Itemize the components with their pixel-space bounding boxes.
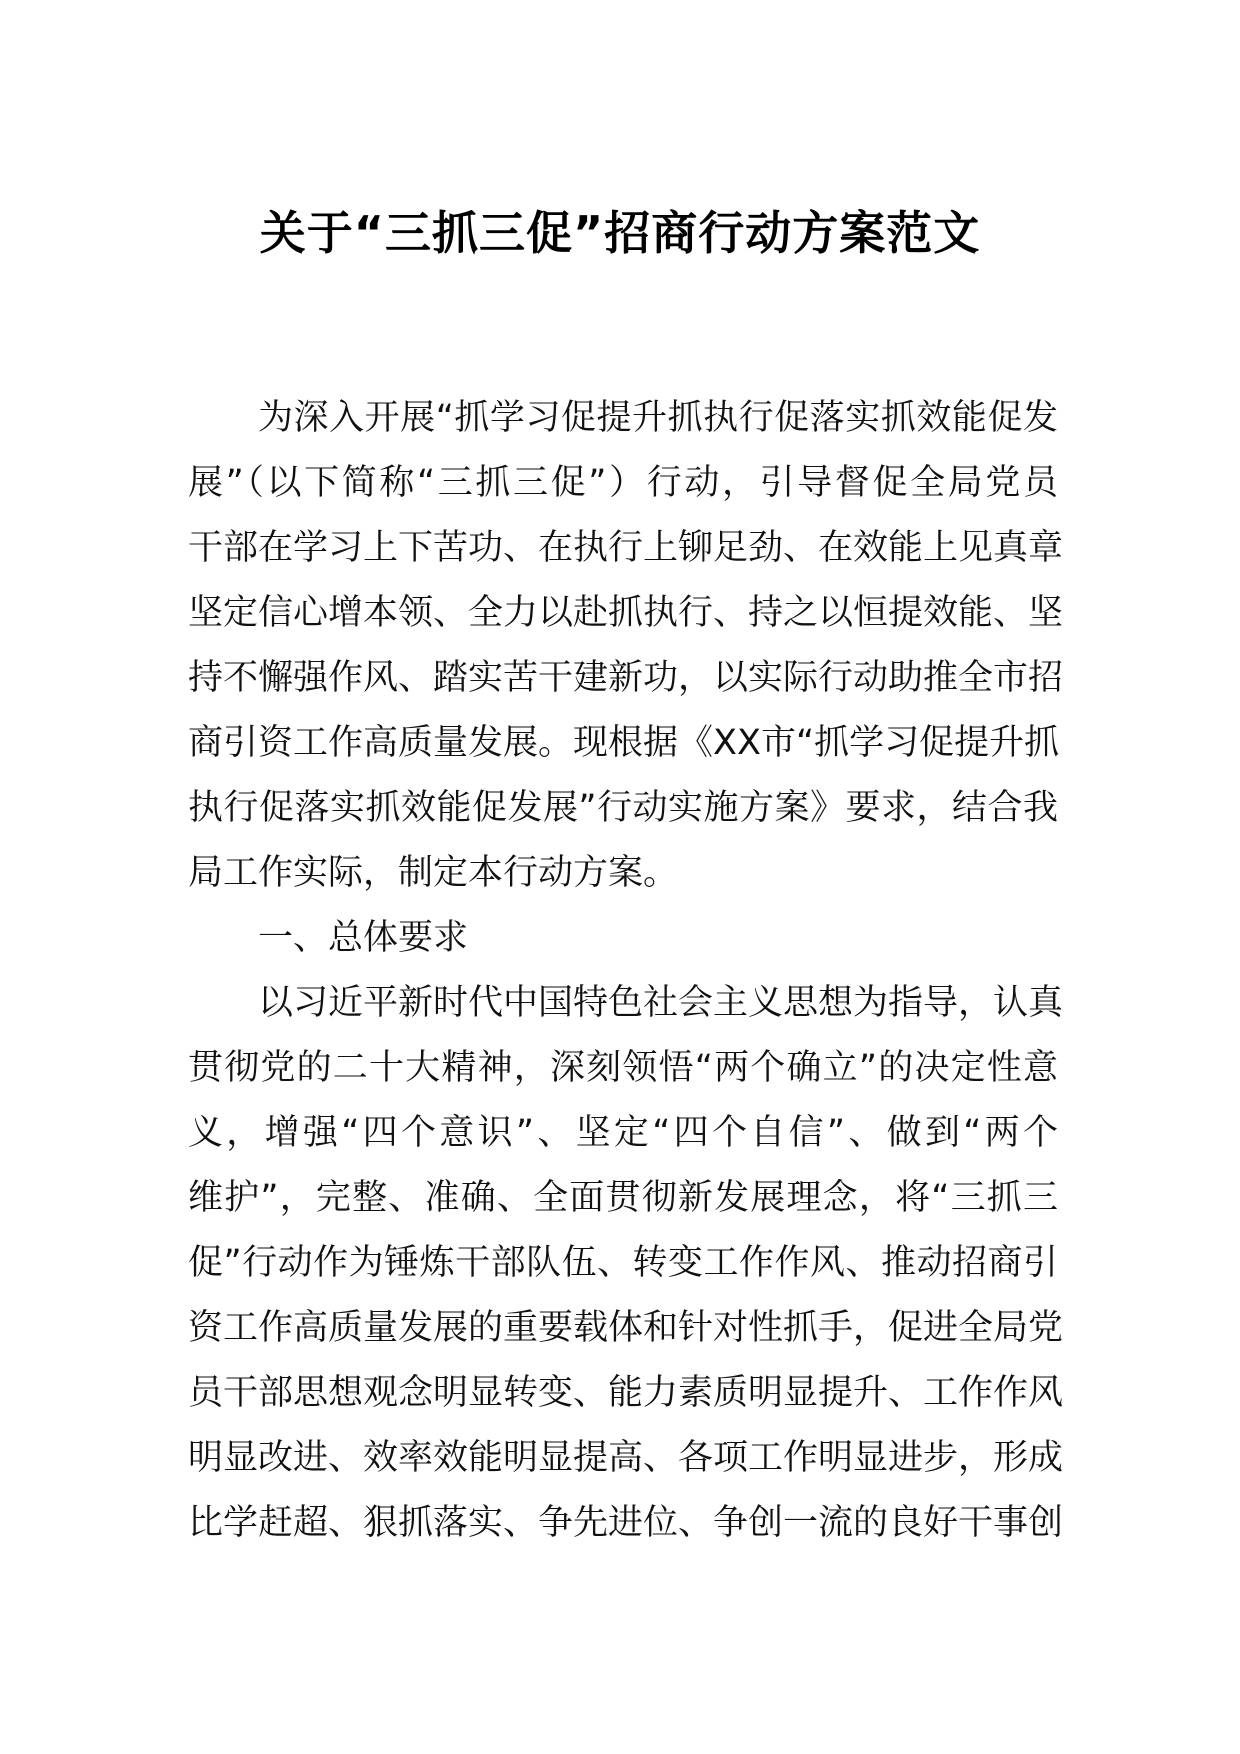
body-line-6: 商引资工作高质量发展。现根据《XX市“抓学习促提升抓 bbox=[188, 723, 1060, 763]
body-line-11: 贯彻党的二十大精神，深刻领悟“两个确立”的决定性意 bbox=[188, 1048, 1058, 1088]
document-body bbox=[188, 386, 1064, 1556]
body-line-5: 持不懈强作风、踏实苦干建新功，以实际行动助推全市招 bbox=[188, 658, 1064, 698]
body-line-2: 展”（以下简称“三抓三促”）行动，引导督促全局党员 bbox=[188, 463, 1058, 503]
body-line-17: 明显改进、效率效能明显提高、各项工作明显进步，形成 bbox=[188, 1438, 1064, 1478]
body-line-18: 比学赶超、狠抓落实、争先进位、争创一流的良好干事创 bbox=[188, 1503, 1064, 1543]
body-line-15: 资工作高质量发展的重要载体和针对性抓手，促进全局党 bbox=[188, 1308, 1064, 1348]
body-line-8: 局工作实际，制定本行动方案。 bbox=[188, 853, 679, 893]
body-line-14: 促”行动作为锤炼干部队伍、转变工作作风、推动招商引 bbox=[188, 1243, 1058, 1283]
body-line-1: 为深入开展“抓学习促提升抓执行促落实抓效能促发 bbox=[258, 398, 1058, 438]
section-heading-1: 一、总体要求 bbox=[258, 918, 469, 958]
body-line-12: 义，增强“四个意识”、坚定“四个自信”、做到“两个 bbox=[188, 1113, 1058, 1153]
body-line-16: 员干部思想观念明显转变、能力素质明显提升、工作作风 bbox=[188, 1373, 1064, 1413]
body-line-10: 以习近平新时代中国特色社会主义思想为指导，认真 bbox=[258, 983, 1064, 1023]
body-line-7: 执行促落实抓效能促发展”行动实施方案》要求，结合我 bbox=[188, 788, 1058, 828]
body-line-3: 干部在学习上下苦功、在执行上铆足劲、在效能上见真章 bbox=[188, 528, 1064, 568]
body-line-4: 坚定信心增本领、全力以赴抓执行、持之以恒提效能、坚 bbox=[188, 593, 1064, 633]
document-title: 关于“三抓三促”招商行动方案范文 bbox=[259, 206, 981, 260]
body-line-13: 维护”，完整、准确、全面贯彻新发展理念，将“三抓三 bbox=[188, 1178, 1058, 1218]
